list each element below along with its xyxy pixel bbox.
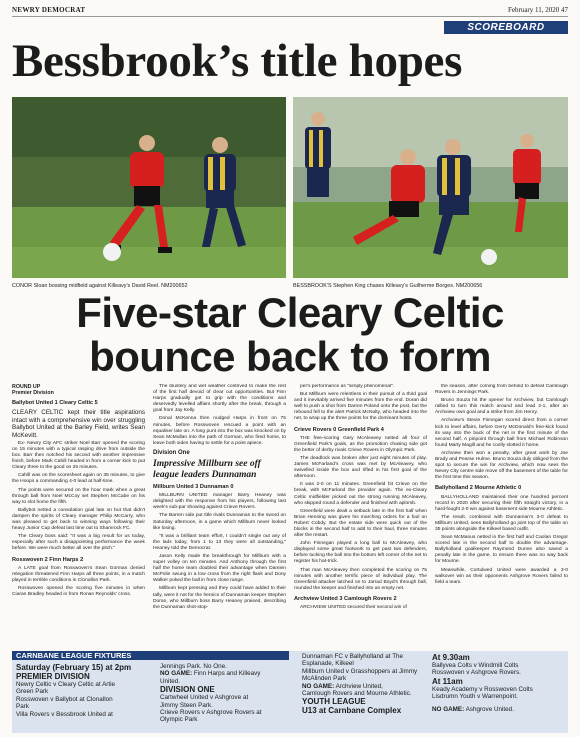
article-paragraph: The Barren side put title rivals Dunnaman to the sword on Saturday afternoon, in a game which Millburn never looked like losing. [153, 513, 286, 531]
article-paragraph: ARCHVIEW UNITED secured their second win of [300, 605, 407, 610]
article-paragraph: The blustery and wet weather contrived to make the rest of the first half devoid of clear cut opportunities. But Finn Harps gradually got to grip with the conditions and deservedly levelled affairs shortly after the break, through a goal from Jay Kelly. [153, 384, 286, 414]
kicker-division: Premier Division [12, 390, 54, 397]
fixture-line: Esplanade, Kilkeel [302, 660, 354, 668]
football-photo-1 [12, 97, 286, 278]
football-photo-2 [293, 97, 568, 278]
article-paragraph: Bruno Souza hit the opener for Archview, but Camlough rallied to turn this match around and lead 2-1, after an Archview own goal and a strike from Jim Henry. [435, 398, 568, 416]
match-result-heading: Ballyholland 2 Mourne Athletic 0 [435, 485, 522, 492]
article-paragraph: THE free-scoring Gary McAleavey netted all four of Greenfield Park's goals, as the promotion chasing side got the better of derby rivals Crieve Rovers in Olympic Park. [294, 435, 427, 453]
fixture-line [302, 683, 427, 690]
fixtures-column-4 [432, 653, 564, 713]
fixture-line: Newry Celtic v Cleary Celtic at Artie [16, 681, 116, 688]
article-column-1 [12, 384, 145, 647]
top-headline: Bessbrook’s title hopes [12, 35, 463, 87]
masthead-bar [12, 5, 568, 17]
fixtures-division: DIVISION ONE [160, 685, 215, 695]
article-paragraph: John Finnegan played a long ball to McAleavey, who displayed some great footwork to get past two defenders, before tucking the ball into the bottom left corner of the net to register his hat-trick. [294, 541, 427, 565]
article-column-2 [153, 384, 286, 647]
fixture-line [160, 670, 295, 677]
division-heading: Division One [153, 449, 190, 456]
fixtures-division: YOUTH LEAGUE [302, 697, 366, 707]
kicker-roundup: ROUND UP [12, 384, 41, 390]
article-paragraph: "It was a brilliant team effort, I couldn't single out any of the lads today, from 1 to 13 they were all outstanding," Heaney told the Democrat. [153, 533, 286, 551]
article-paragraph: The result, combined with Dunnaman's 3-0 defeat to Millburn United, sees Ballyholland go joint top of the table on 35 points alongside the Kilkeel based outfit. [435, 514, 568, 532]
main-headline [12, 291, 568, 379]
article-paragraph: Donal McKenna then nudged Harps in front on 75 minutes, before Rosswoven rescued a point with an equaliser late on. A long punt into the box was knocked on by Sean McMullan into the path of Gorman, who fired home, to leave both sides having to settle for a point apiece. [153, 416, 286, 446]
section-banner: SCOREBOARD [444, 21, 568, 34]
match-result-heading: Archview United 3 Camlough Rovers 2 [294, 595, 397, 602]
article-paragraph: Ex- Newry City AFC striker Noel Barr opened the scoring on 15 minutes with a typical rasping drive from outside the box. Barr then notched his second with another impressive finish, before Mark Cahill headed in from a corner kick to put Cleary three to the good on 25 minutes. [12, 440, 145, 471]
article-paragraph: Sean McManus netted in the first half and Caolan Gregor scored late in the second half to double the advantage. Ballyholland goalkeeper Raymond Dunne also saved a penalty late in the game, to ensure there was no way back for Mourne. [435, 535, 568, 565]
no-game-label: NO GAME: [160, 670, 193, 678]
publication-name: NEWRY DEMOCRAT [12, 6, 86, 14]
fixtures-column-2 [160, 663, 295, 724]
fixture-line: Ballyvea Colts v Windmill Colts [432, 662, 519, 669]
no-game-text: Ashgrove United. [464, 705, 514, 713]
fixture-line: United. [160, 677, 180, 685]
fixture-line: Crieve Rovers v Ashgrove Rovers at [160, 709, 262, 717]
article-paragraph: Rosswoven opened the scoring five minutes in when Ciaran Bradley headed in from Ronan Reynolds' cross. [12, 585, 145, 597]
fixtures-time: At 11am [432, 676, 463, 686]
fixture-line: Rosswoven v Ashgrove Rovers. [432, 669, 521, 677]
article-paragraph: Greenfield were dealt a setback late in the first half when Brian Henning was given his marching orders for a foul on Robert Cobdy. But the estate side were quick out of the blocks in the second half to add to their haul, three minutes after the restart. [294, 508, 427, 539]
no-game-label: NO GAME: [302, 682, 335, 690]
match-photo-2 [293, 97, 568, 278]
article-paragraph: A LATE goal from Rosswoven's Sean Gorman denied relegation threatened Finn Harps all three points, in a match played in terrible conditions in Clonallon Park. [12, 565, 145, 583]
article-paragraph: Ballybot netted a consolation goal late on but that didn't dampen the spirits of Cleary manager Philip McCarry, who was pleased to get back to winning ways following their heavy Junior Cup defeat last time out to Shamrock FC. [12, 507, 145, 532]
article-paragraph: Archview's Stevie Finnegan scored direct from a corner kick to level affairs, before Gerry McDonald's free-kick found its way into the back of the net in the first minute of the second half. A pinpoint through ball from Michael Robinson found Marty Magill and he coolly slotted it home. [435, 418, 568, 448]
article-paragraph: MILLBURN UNITED manager Barry Heaney was delighted with the response from his players, following last week's sub-par showing against Crieve Rovers. [153, 493, 286, 511]
article-paragraph: It was 2-0 on 11 minutes. Greenfield hit Crieve on the break, with McFarland the provider again. The ex-Cleary Celtic midfielder picked out the strong running McAleavey, who skipped round a defender and finished with aplomb. [294, 482, 427, 506]
fixture-line: Dunnaman FC v Ballyholland at The [302, 653, 404, 660]
article-paragraph: Millburn kept pressing and they could have added to their tally, were it not for the heroics of Dunnaman keeper Stephen Doran, who Millburn boss Barry Heaney praised, describing the Dunnaman shot-stop- [153, 586, 286, 610]
fixture-line: Lisdrumn Youth v Warrenpoint. [432, 693, 518, 701]
fixture-line: Cartwheel United v Ashgrove at [160, 694, 249, 702]
article-paragraph: The points were secured on the hour mark when a great through ball from Noel McCoy set Stephen McCabe on his way to slot home the fifth. [12, 487, 145, 505]
fixture-line: Green Park [16, 688, 49, 696]
fixtures-venue: U13 at Carnbane Complex [302, 706, 402, 716]
article-body [12, 384, 568, 647]
fixtures-column-1 [16, 663, 151, 718]
article-paragraph: But Millburn were relentless in their pursuit of a third goal and it inevitably arrived five minutes from the end. Doran did well to push a shot from Darren Poland onto the post, but the rebound fell to the alert Patrick McNulty, who headed into the net, to wrap up the three points for the dominant hosts. [294, 392, 427, 422]
match-result-heading: Ballybot United 1 Cleary Celtic 5 [12, 400, 98, 407]
fixture-line: Camlough Rovers and Mourne Athletic. [302, 690, 412, 698]
article-paragraph: The deadlock was broken after just eight minutes of play. James McFarland's cross was met by McAleavey, who swivelled inside the box and rifled in his first goal of the afternoon. [294, 455, 427, 480]
main-headline-line-2: bounce back to form [89, 333, 491, 380]
fixtures-box [12, 651, 568, 733]
fixture-line: Jimmy Steen Park. [160, 701, 213, 709]
fixtures-title: CARNBANE LEAGUE FIXTURES [12, 651, 289, 660]
match-photo-1 [12, 97, 286, 278]
article-subheadline: Impressive Millburn see off league leaders Dunnaman [153, 459, 261, 480]
fixture-line [432, 706, 564, 713]
fixture-line: Millburn United v Grasshoppers at Jimmy [302, 667, 418, 675]
fixtures-date: Saturday (February 15) at 2pm [16, 663, 132, 672]
photo-caption-2: BESSBROOK’S Stephen King chases Killeavy’s Guilherme Borges. NM200656 [293, 283, 483, 289]
no-game-text: Archview United, [334, 682, 383, 690]
article-paragraph: Meanwhile, Cortulwed United were awarded a 3-0 walkover win as their opponents Ashgrove Rovers failed to field a team. [435, 567, 568, 585]
article-paragraph: Jason Kelly made the breakthrough for Millburn with a super volley on ten minutes. And Anthony through the first half the home team doubled their advantage when Damien McPolin swung in a low cross from the right flank and Dony Walker poked the ball in from close range. [153, 553, 286, 584]
main-headline-line-1: Five-star Cleary Celtic [76, 289, 504, 336]
article-paragraph: per's performance as "simply phenomenal". [300, 384, 395, 389]
fixture-line: Jennings Park. No One. [160, 663, 227, 670]
article-paragraph: Cahill was on the scoresheet again on 35 minutes, to give the Hoops a commanding 4-0 lead at half-time. [12, 473, 145, 485]
fixture-line: Villa Rovers v Bessbrook United at [16, 710, 113, 718]
no-game-label: NO GAME: [432, 705, 465, 713]
fixtures-time: At 9.30am [432, 653, 470, 662]
match-result-heading: Rosswoven 2 Finn Harps 2 [12, 556, 84, 563]
fixture-line: Keady Academy v Rosswoven Colts [432, 685, 533, 693]
fixture-line: Olympic Park [160, 716, 198, 724]
match-result-heading: Crieve Rovers 0 Greenfield Park 4 [294, 426, 384, 433]
article-column-4 [435, 384, 568, 647]
article-paragraph: the season, after coming from behind to defeat Camlough Rovers in Jennings Park. [435, 384, 568, 396]
match-result-heading: Millburn United 3 Dunnaman 0 [153, 484, 234, 491]
issue-date: February 11, 2020 47 [507, 6, 568, 14]
fixtures-column-3 [302, 653, 427, 715]
fixture-line: Rosswoven v Ballybot at Clonallon [16, 695, 113, 703]
fixtures-division: PREMIER DIVISION [16, 672, 90, 681]
fixture-line: Park [16, 703, 29, 711]
fixture-line: McAlinden Park [302, 675, 347, 683]
article-paragraph: BALLYHOLLAND maintained their one hundred percent record in 2020 after securing their fifth straight victory, in a hard-fought 2-0 win against basement side Mourne Athletic. [435, 494, 568, 512]
article-lead: CLEARY CELTIC kept their title aspirations intact with a comprehensive win over struggling Ballybot United at the Barley Field, writes Sean McKevitt. [12, 409, 145, 439]
article-paragraph: That man McAleavey then completed the scoring on 75 minutes with another terrific piece of individual play. The Greenfield attacker latched on to Jarrad Boyd's through ball, rounded the keeper and finished into an empty net. [294, 567, 427, 591]
photo-caption-1: CONOR Sloan bossing midfield against Killeavy’s David Reel. NM200652 [12, 283, 188, 289]
article-column-3 [294, 384, 427, 647]
article-paragraph: Archview then won a penalty, after great work by Joe Brady and Pearse Hulme. Bruno Souza duly obliged from the spot to secure the win for Archview, which now sees the Newry City centre side move off the basement of the table for the first time this season. [435, 450, 568, 481]
no-game-text: Finn Harps and Killeavy [192, 670, 261, 678]
article-paragraph: The Cleary boss said: "It was a big result for us today, especially after such a disappointing performance the week before. We were much better all over the pitch." [12, 534, 145, 552]
